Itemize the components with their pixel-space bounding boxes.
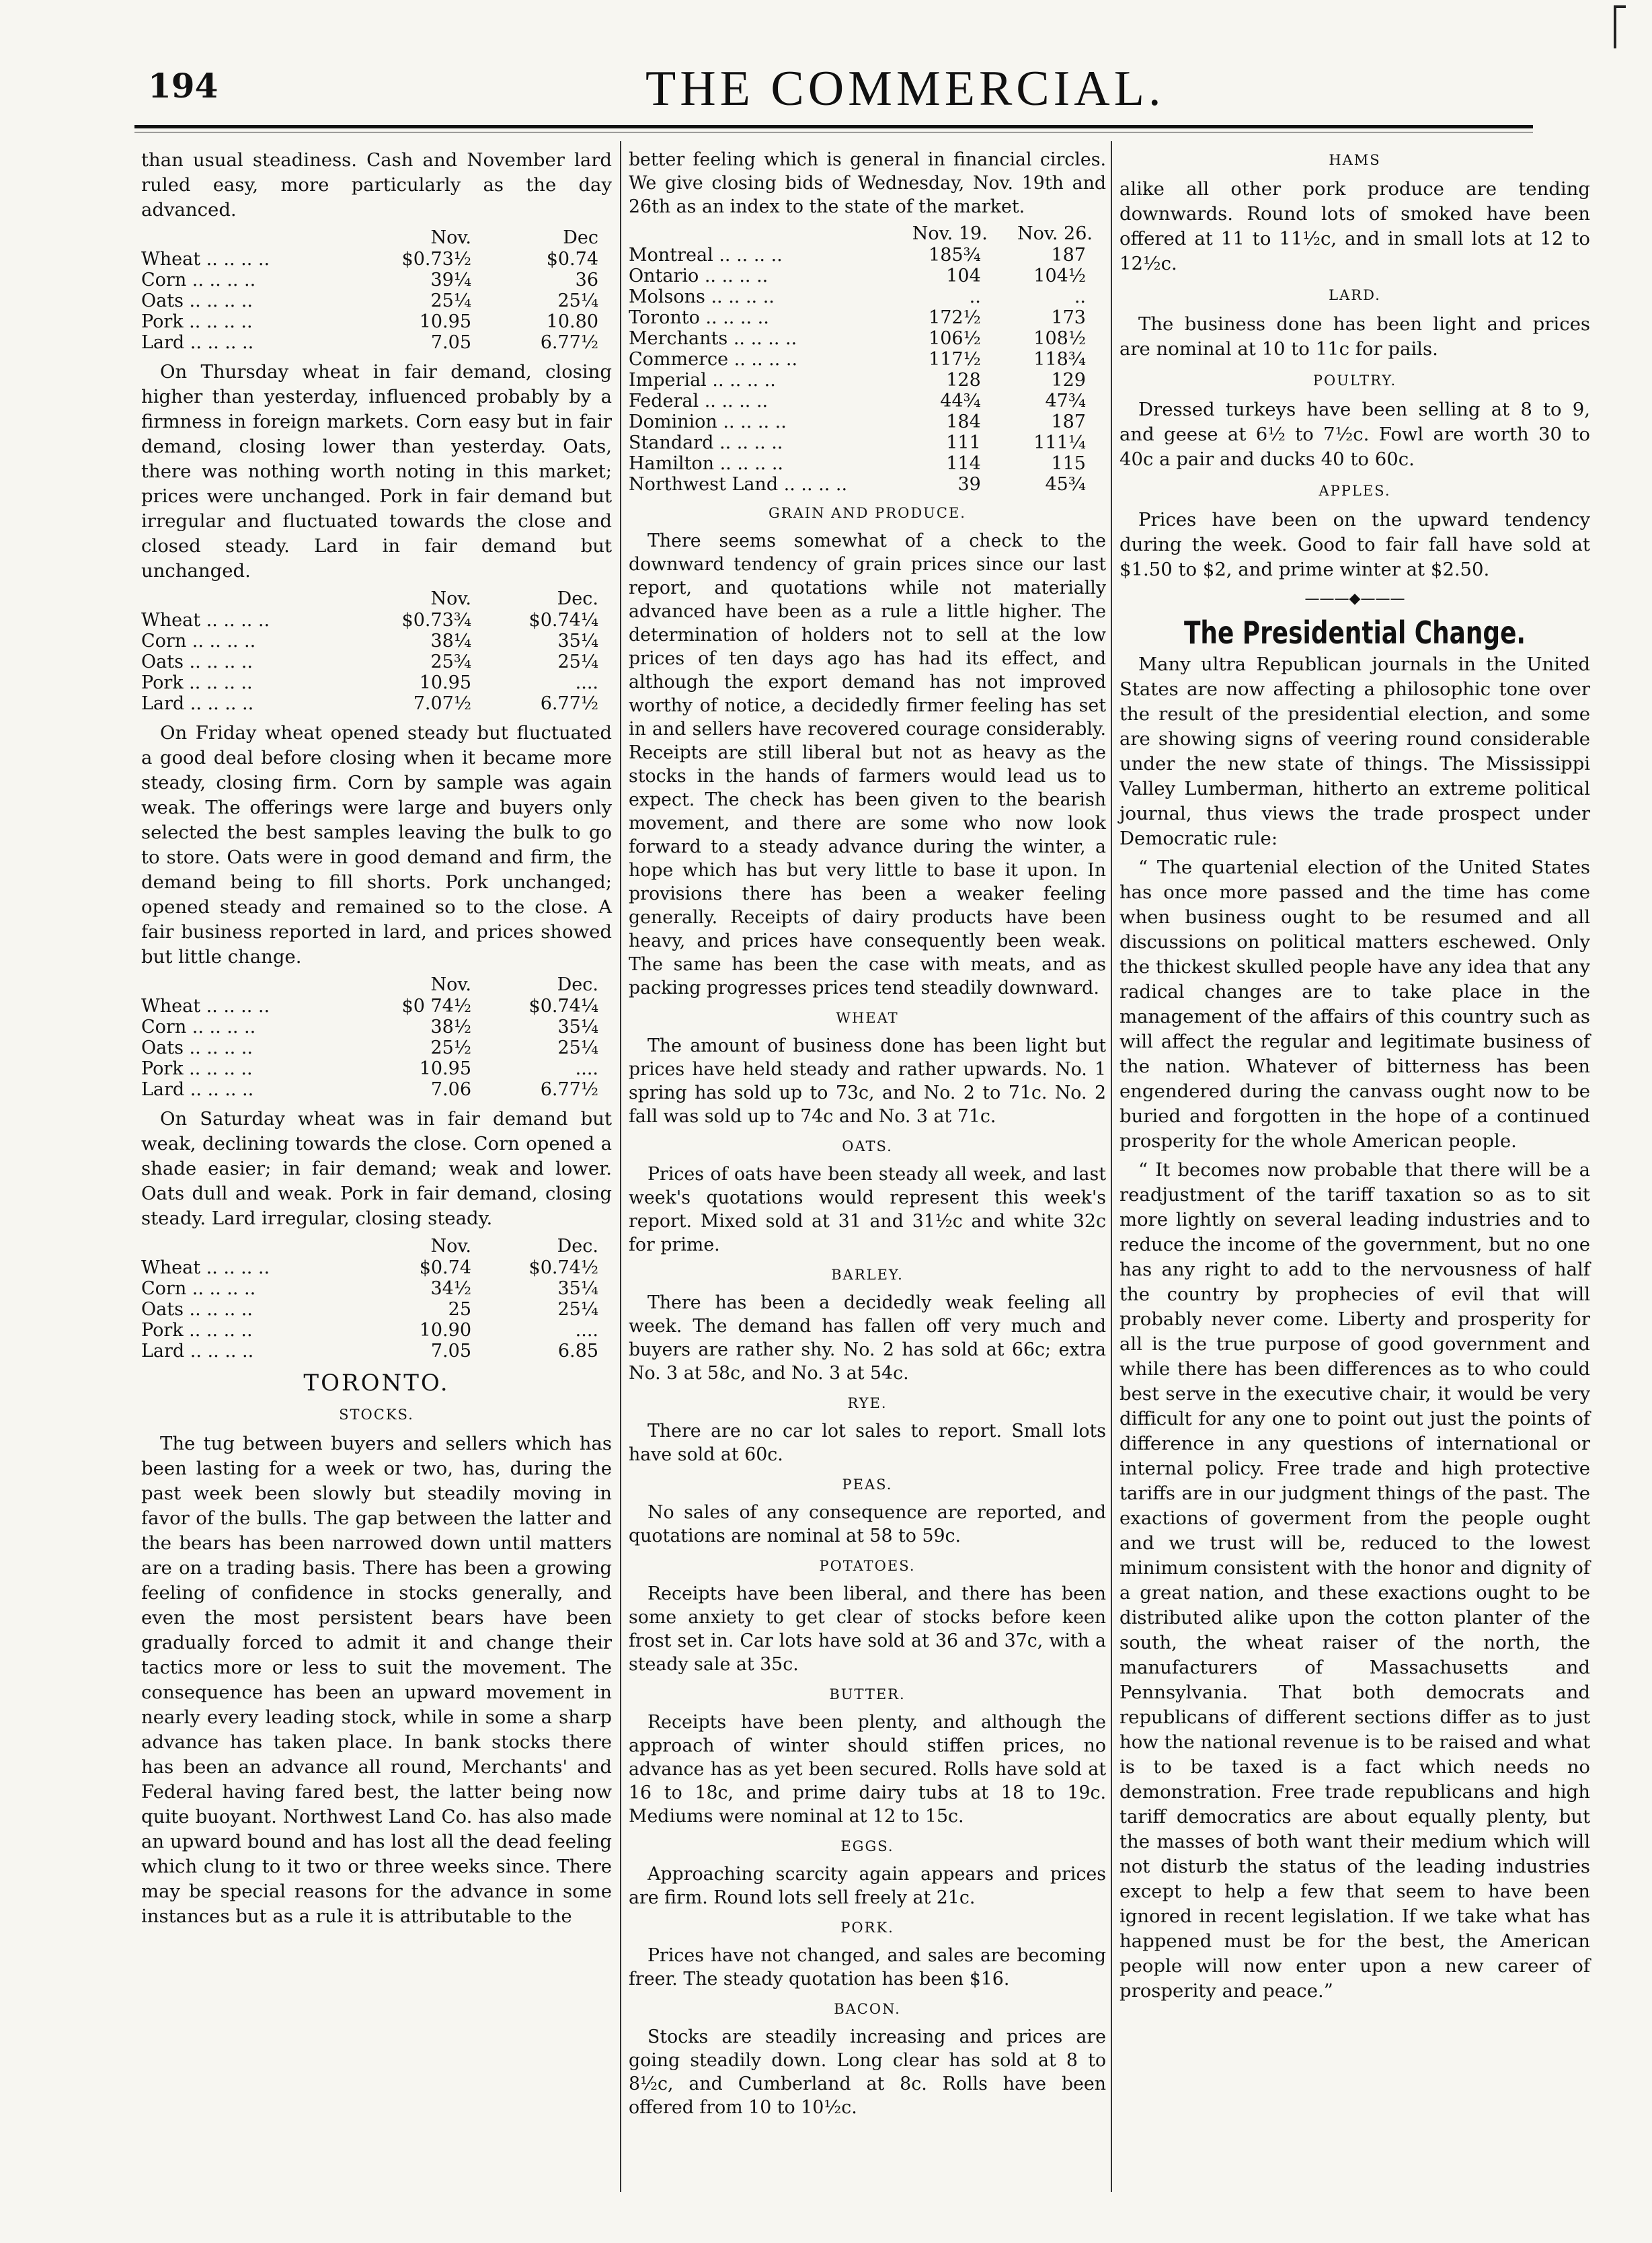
market-table: [141, 974, 612, 1100]
market-table: [141, 588, 612, 714]
paragraph: Prices of oats have been steady all week, and last week's quotations would represent this week's report. Mixed sold at 31 and 31½c and white 32c for prime.: [629, 1164, 1106, 1255]
row-label: Pork .. .. .. ..: [141, 1058, 253, 1079]
column-header: Nov.: [430, 974, 471, 995]
table-row: [629, 474, 1106, 495]
paragraph: Stocks are steadily increasing and prices are going steadily down. Long clear has sold at 8 to 8½c, and Cumberland at 8c. Rolls have been offered from 10 to 10½c.: [629, 2026, 1106, 2118]
price-cell: 111: [946, 432, 981, 453]
table-row: [141, 1278, 612, 1299]
paragraph: Receipts have been plenty, and although the approach of winter should stiffen prices, no advance has as yet been secured. Rolls have sold at 16 to 18c, and prime dairy tubs at 18 to 19c. Mediums were nominal at 12 to 15c.: [629, 1712, 1106, 1827]
price-cell: 38½: [430, 1017, 471, 1037]
price-cell: $0.74: [419, 1257, 471, 1278]
table-row: [629, 453, 1106, 474]
price-cell: 129: [1051, 370, 1086, 391]
market-table: [141, 1235, 612, 1362]
price-cell: 117½: [929, 349, 981, 370]
subheading: PORK.: [840, 1920, 894, 1936]
price-cell: 10.95: [419, 311, 471, 332]
price-cell: 25¼: [557, 652, 598, 672]
table-row: [629, 266, 1106, 286]
subheading: BACON.: [834, 2001, 901, 2017]
row-label: Wheat .. .. .. ..: [141, 249, 270, 270]
subheading: WHEAT: [836, 1010, 899, 1026]
price-cell: 111¼: [1033, 432, 1086, 453]
row-label: Corn .. .. .. ..: [141, 631, 256, 652]
price-cell: 187: [1051, 245, 1086, 266]
table-row: [629, 286, 1106, 307]
table-row: [141, 1320, 612, 1341]
price-cell: 187: [1051, 411, 1086, 432]
price-cell: ....: [575, 672, 598, 693]
table-header-row: [141, 974, 612, 996]
row-label: Pork .. .. .. ..: [141, 311, 253, 332]
page-number: 194: [148, 66, 219, 106]
price-cell: 6.77½: [540, 693, 598, 714]
price-cell: ....: [575, 1320, 598, 1341]
subheading: GRAIN AND PRODUCE.: [769, 505, 966, 521]
subheading: RYE.: [847, 1395, 888, 1411]
column-header: Dec.: [557, 588, 598, 609]
table-row: [141, 693, 612, 714]
page-corner-mark: [1614, 5, 1626, 48]
table-row: [141, 652, 612, 672]
header-rule: [134, 125, 1533, 128]
row-label: Corn .. .. .. ..: [141, 1017, 256, 1037]
table-row: [141, 610, 612, 631]
subheading: EGGS.: [840, 1838, 894, 1854]
header-cell: [141, 1235, 358, 1257]
price-cell: 115: [1051, 453, 1086, 474]
price-cell: ..: [1074, 286, 1086, 307]
paragraph: better feeling which is general in financial circles. We give closing bids of Wednesday, Nov. 19th and 26th as an index to the state of the market.: [629, 149, 1106, 217]
row-label: Standard .. .. .. ..: [629, 432, 783, 453]
paragraph: Receipts have been liberal, and there has been some anxiety to get clear of stocks before keen frost set in. Car lots have sold at 36 and 37c, with a steady sale at 35c.: [629, 1583, 1106, 1675]
price-cell: 104: [946, 266, 981, 286]
table-header-row: [629, 223, 1106, 245]
row-label: Lard .. .. .. ..: [141, 1341, 254, 1362]
table-row: [141, 1058, 612, 1079]
row-label: Molsons .. .. .. ..: [629, 286, 775, 307]
table-row: [141, 290, 612, 311]
row-label: Lard .. .. .. ..: [141, 332, 254, 353]
price-cell: 35¼: [557, 1278, 598, 1299]
article-heading: The Presidential Change.: [1183, 615, 1526, 651]
row-label: Oats .. .. .. ..: [141, 1299, 253, 1320]
row-label: Oats .. .. .. ..: [141, 290, 253, 311]
table-row: [141, 249, 612, 270]
column-1: [141, 148, 612, 1933]
table-row: [141, 1037, 612, 1058]
row-label: Merchants .. .. .. ..: [629, 328, 797, 349]
price-cell: 7.07½: [413, 693, 471, 714]
row-label: Northwest Land .. .. .. ..: [629, 474, 848, 495]
price-cell: 7.05: [430, 1341, 471, 1362]
price-cell: 118¾: [1033, 349, 1086, 370]
price-cell: 10.95: [419, 672, 471, 693]
price-cell: $0.74¼: [528, 610, 598, 631]
table-row: [141, 996, 612, 1017]
price-cell: 10.90: [419, 1320, 471, 1341]
subheading: BUTTER.: [829, 1686, 906, 1702]
subheading: STOCKS.: [339, 1407, 414, 1423]
row-label: Lard .. .. .. ..: [141, 1079, 254, 1100]
paragraph: Many ultra Republican journals in the United States are now affecting a philosophic tone over the result of the presidential election, and some are showing signs of veering round considerable under the new state of things. The Mississippi Valley Lumberman, hitherto an extreme political journal, thus views the trade prospect under Democratic rule:: [1119, 654, 1590, 849]
header-cell: [141, 227, 358, 249]
price-cell: ....: [575, 1058, 598, 1079]
row-label: Pork .. .. .. ..: [141, 672, 253, 693]
paragraph: There has been a decidedly weak feeling all week. The demand has fallen off very much and buyers are rather shy. No. 2 has sold at 66c; extra No. 3 at 58c, and No. 3 at 54c.: [629, 1292, 1106, 1384]
paragraph: On Friday wheat opened steady but fluctuated a good deal before closing when it became more steady, closing firm. Corn by sample was again weak. The offerings were large and buyers only selected the best samples leaving the bulk to go to store. Oats were in good demand and firm, the demand being to fill shorts. Pork unchanged; opened steady and remained so to the close. A fair business reported in lard, and prices showed but little change.: [141, 722, 612, 968]
paragraph: Approaching scarcity again appears and prices are firm. Round lots sell freely at 21c.: [629, 1864, 1106, 1908]
paragraph: No sales of any consequence are reported, and quotations are nominal at 58 to 59c.: [629, 1502, 1106, 1546]
table-header-row: [141, 588, 612, 610]
price-cell: 38¼: [430, 631, 471, 652]
column-2: [629, 148, 1106, 2123]
price-cell: $0.73¾: [401, 610, 471, 631]
price-cell: 10.80: [546, 311, 598, 332]
column-header: Nov.: [430, 1236, 471, 1257]
price-cell: 108½: [1033, 328, 1086, 349]
price-cell: 10.95: [419, 1058, 471, 1079]
price-cell: 104½: [1033, 266, 1086, 286]
price-cell: $0 74½: [401, 996, 471, 1017]
table-row: [141, 270, 612, 290]
column-header: Nov.: [430, 588, 471, 609]
table-row: [629, 349, 1106, 370]
row-label: Toronto .. .. .. ..: [629, 307, 769, 328]
price-cell: 39¼: [430, 270, 471, 290]
row-label: Dominion .. .. .. ..: [629, 411, 787, 432]
table-header-row: [141, 227, 612, 249]
page-header: [134, 61, 1533, 128]
row-label: Hamilton .. .. .. ..: [629, 453, 784, 474]
section-heading: TORONTO.: [303, 1370, 450, 1396]
price-cell: 6.77½: [540, 332, 598, 353]
row-label: Lard .. .. .. ..: [141, 693, 254, 714]
price-cell: ..: [969, 286, 981, 307]
price-cell: 184: [946, 411, 981, 432]
table-row: [141, 332, 612, 353]
column-header: Dec.: [557, 1236, 598, 1257]
price-cell: 172½: [929, 307, 981, 328]
table-row: [629, 370, 1106, 391]
row-label: Federal .. .. .. ..: [629, 391, 769, 411]
paragraph: “ It becomes now probable that there will be a readjustment of the tariff taxation so as to sit more lightly on several leading industries and to reduce the income of the government, but no one has any right to add to the nervousness of half the country by prophecies of evil that will probably never come. Liberty and prosperity for all is the true purpose of good government and while there has been differences as to who could best serve in the executive chair, it would be very difficult for any one to point out just the points of difference in any questions of international or internal policy. Free trade and high protective tariffs are in our judgment things of the past. The exactions of goverment from the people ought and we trust will be, reduced to the lowest minimum consistent with the honor and dignity of a great nation, and these exactions ought to be distributed alike upon the cotton planter of the south, the wheat raiser of the north, the manufacturers of Massachusetts and Pennsylvania. That both democrats and republicans of different sections differ as to just how the national revenue is to be raised and what is to be taxed is a fact which needs no demonstration. Free trade republicans and high tariff democratics are about equally plenty, but the masses of both want their medium which will not disturb the status of the leading industries except to help a few that seem to have been ignored in recent legislation. If we take what has happened must be for the best, the American people will now enter upon a new career of prosperity and peace.”: [1119, 1159, 1590, 2002]
subheading: PEAS.: [842, 1477, 893, 1493]
subheading: POTATOES.: [819, 1558, 916, 1574]
row-label: Imperial .. .. .. ..: [629, 370, 776, 391]
paragraph: The business done has been light and prices are nominal at 10 to 11c for pails.: [1119, 313, 1590, 360]
row-label: Montreal .. .. .. ..: [629, 245, 783, 266]
header-cell: [629, 223, 896, 245]
table-row: [629, 432, 1106, 453]
price-cell: 36: [575, 270, 598, 290]
paragraph: There seems somewhat of a check to the downward tendency of grain prices since our last report, and quotations while not materially advanced have been as a rule a little higher. The determination of holders not to sell at the low prices of ten days ago has had its effect, and although the export demand has not improved worthy of notice, a decidedly firmer feeling has set in and sellers have recovered courage considerably. Receipts are still liberal but not as heavy as the stocks in the hands of farmers would lead us to expect. The check has been given to the bearish movement, and there are some who now look forward to a steady advance during the winter, a hope which has but very little to base it upon. In provisions there has been a weaker feeling generally. Receipts of dairy products have been heavy, and prices have consequently been weak. The same has been the case with meats, and as packing progresses prices tend steadily downward.: [629, 530, 1106, 998]
price-cell: 35¼: [557, 631, 598, 652]
stocks-table: [629, 223, 1106, 495]
subheading: LARD.: [1329, 287, 1381, 303]
subheading: APPLES.: [1319, 483, 1391, 499]
header-cell: [141, 588, 358, 610]
price-cell: 44¾: [940, 391, 981, 411]
paragraph: On Thursday wheat in fair demand, closing higher than yesterday, influenced probably by a firmness in foreign markets. Corn easy but in fair demand, closing lower than yesterday. Oats, there was nothing worth noting in this market; prices were unchanged. Pork in fair demand but irregular and fluctuated towards the close and closed steady. Lard in fair demand but unchanged.: [141, 361, 612, 582]
row-label: Commerce .. .. .. ..: [629, 349, 798, 370]
row-label: Corn .. .. .. ..: [141, 1278, 256, 1299]
subheading: HAMS: [1329, 152, 1381, 168]
subheading: OATS.: [842, 1138, 893, 1154]
price-cell: 25: [448, 1299, 471, 1320]
table-row: [629, 328, 1106, 349]
masthead-title: THE COMMERCIAL.: [645, 61, 1165, 116]
subheading: BARLEY.: [831, 1267, 904, 1283]
table-row: [141, 1017, 612, 1037]
column-divider: [1111, 141, 1112, 2192]
table-row: [629, 245, 1106, 266]
paragraph: On Saturday wheat was in fair demand but weak, declining towards the close. Corn opened a shade easier; in fair demand; weak and lower. Oats dull and weak. Pork in fair demand, closing steady. Lard irregular, closing steady.: [141, 1108, 612, 1229]
price-cell: 173: [1051, 307, 1086, 328]
table-row: [141, 1299, 612, 1320]
row-label: Oats .. .. .. ..: [141, 1037, 253, 1058]
column-header: Dec.: [557, 974, 598, 995]
table-row: [141, 311, 612, 332]
paragraph: The amount of business done has been light but prices have held steady and rather upwards. No. 1 spring has sold up to 73c, and No. 2 to 71c. No. 2 fall was sold up to 74c and No. 3 at 71c.: [629, 1035, 1106, 1127]
column-header: Nov.: [430, 227, 471, 248]
price-cell: 6.77½: [540, 1079, 598, 1100]
price-cell: 114: [946, 453, 981, 474]
row-label: Oats .. .. .. ..: [141, 652, 253, 672]
price-cell: 7.06: [430, 1079, 471, 1100]
paragraph: than usual steadiness. Cash and November lard ruled easy, more particularly as the day advanced.: [141, 149, 612, 221]
price-cell: 6.85: [557, 1341, 598, 1362]
price-cell: 45¾: [1045, 474, 1086, 495]
price-cell: 25¼: [430, 290, 471, 311]
paragraph: alike all other pork produce are tending downwards. Round lots of smoked have been offered at 11 to 11½c, and in small lots at 12 to 12½c.: [1119, 178, 1590, 274]
ornament-divider: ———◆———: [1304, 590, 1405, 607]
column-header: Nov. 26.: [1017, 223, 1093, 244]
price-cell: 7.05: [430, 332, 471, 353]
price-cell: 34½: [430, 1278, 471, 1299]
paragraph: “ The quartenial election of the United States has once more passed and the time has come when business ought to be resumed and all discussions on political matters eschewed. Only the thickest skulled people have any idea that any radical changes are to take place in the management of the affairs of this country such as will affect the regular and legitimate business of the nation. Whatever of bitterness has been engendered during the canvass ought now to be buried and forgotten in the hope of a continued prosperity for the whole American people.: [1119, 857, 1590, 1152]
price-cell: 106½: [929, 328, 981, 349]
row-label: Wheat .. .. .. ..: [141, 610, 270, 631]
paragraph: The tug between buyers and sellers which has been lasting for a week or two, has, during the past week been slowly but steadily moving in favor of the bulls. The gap between the latter and the bears has been narrowed down until matters are on a trading basis. There has been a growing feeling of confidence in stocks generally, and even the most persistent bears have been gradually forced to admit it and change their tactics more or less to suit the movement. The consequence has been an upward movement in nearly every leading stock, while in some a sharp advance has taken place. In bank stocks there has been an advance all round, Merchants' and Federal having fared best, the latter being now quite buoyant. Northwest Land Co. has also made an upward bound and has lost all the dead feeling which clung to it two or three weeks since. There may be special reasons for the advance in some instances but as a rule it is attributable to the: [141, 1433, 612, 1927]
price-cell: $0.73½: [401, 249, 471, 270]
header-cell: [141, 974, 358, 996]
paragraph: There are no car lot sales to report. Small lots have sold at 60c.: [629, 1421, 1106, 1465]
price-cell: 47¾: [1045, 391, 1086, 411]
price-cell: 25¼: [557, 290, 598, 311]
column-header: Nov. 19.: [912, 223, 988, 244]
market-table: [141, 227, 612, 353]
price-cell: 25¼: [557, 1037, 598, 1058]
table-row: [141, 631, 612, 652]
row-label: Wheat .. .. .. ..: [141, 1257, 270, 1278]
row-label: Ontario .. .. .. ..: [629, 266, 769, 286]
price-cell: 25¼: [557, 1299, 598, 1320]
paragraph: Prices have not changed, and sales are becoming freer. The steady quotation has been $16.: [629, 1945, 1106, 1990]
table-row: [141, 1257, 612, 1278]
table-row: [141, 672, 612, 693]
price-cell: 39: [957, 474, 981, 495]
table-row: [629, 391, 1106, 411]
table-row: [141, 1341, 612, 1362]
paragraph: Prices have been on the upward tendency during the week. Good to fair fall have sold at $1.50 to $2, and prime winter at $2.50.: [1119, 509, 1590, 580]
table-row: [629, 411, 1106, 432]
table-header-row: [141, 1235, 612, 1257]
paragraph: Dressed turkeys have been selling at 8 to 9, and geese at 6½ to 7½c. Fowl are worth 30 to 40c a pair and ducks 40 to 60c.: [1119, 399, 1590, 470]
table-row: [141, 1079, 612, 1100]
column-3: [1119, 148, 1590, 2008]
price-cell: 128: [946, 370, 981, 391]
row-label: Corn .. .. .. ..: [141, 270, 256, 290]
price-cell: 185¾: [929, 245, 981, 266]
table-row: [629, 307, 1106, 328]
column-divider: [620, 141, 621, 2192]
column-header: Dec: [563, 227, 598, 248]
price-cell: $0.74¼: [528, 996, 598, 1017]
row-label: Wheat .. .. .. ..: [141, 996, 270, 1017]
subheading: POULTRY.: [1312, 372, 1397, 389]
price-cell: $0.74: [546, 249, 598, 270]
price-cell: 25½: [430, 1037, 471, 1058]
price-cell: $0.74½: [528, 1257, 598, 1278]
row-label: Pork .. .. .. ..: [141, 1320, 253, 1341]
price-cell: 25¾: [430, 652, 471, 672]
price-cell: 35¼: [557, 1017, 598, 1037]
